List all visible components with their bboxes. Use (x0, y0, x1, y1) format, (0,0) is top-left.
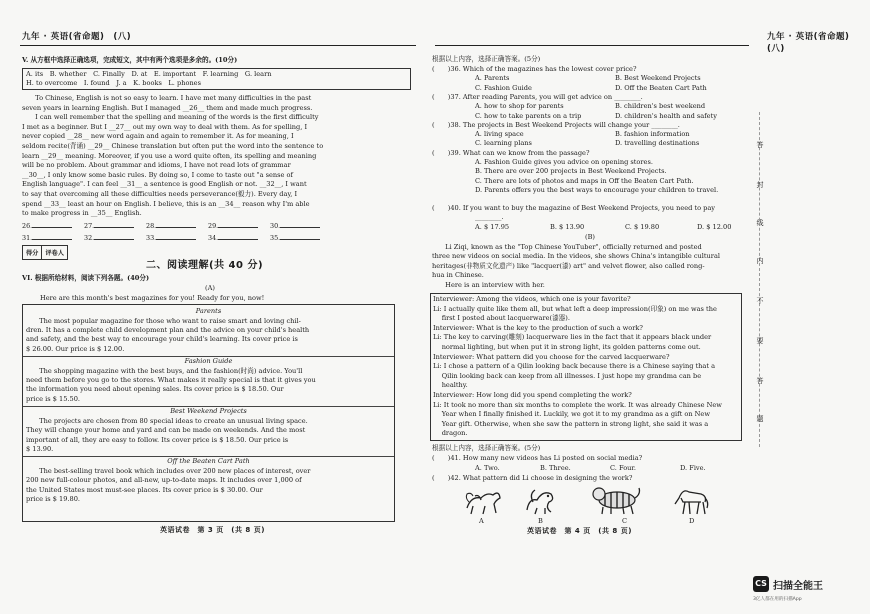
score-label: 得分 (23, 246, 42, 259)
passage-line: I met as a beginner. But I __27__ out my own way to deal with them. As for spelling, I (22, 122, 308, 131)
magazine-line: the United States most must-see places. Its cover price is $ 30.00. Our (26, 485, 263, 494)
interview-line: Interviewer: How long did you spend completing the work? (433, 391, 632, 399)
passage-b-line: Here is an interview with her. (432, 280, 545, 289)
blank-line (94, 234, 134, 240)
header-rule (435, 45, 749, 46)
option: B. children's best weekend (615, 102, 706, 111)
page-footer: 英语试卷 第 3 页 (共 8 页) (160, 526, 265, 534)
interview-line: healthy. (433, 381, 468, 390)
magazine-line: The best-selling travel book which includes over 200 new places of interest, over (26, 466, 311, 475)
passage-line: __30__, I only know some basic rules. By doing so, I come to taste out "a sense of (22, 170, 293, 179)
blank-number: 34. (208, 234, 219, 242)
option: C. There are lots of photos and maps in Off the Beaten Cart Path. (475, 176, 694, 185)
margin-char: 答 (756, 141, 764, 149)
questions-intro: 根据以上内容，选择正确答案。(5分) (432, 55, 541, 63)
sub-b-label: (B) (585, 233, 595, 241)
margin-char: 不 (756, 297, 764, 305)
blank-line (156, 222, 196, 228)
interview-line: Qilin looking back can keep from all illnesses. I just hope my grandma can be (433, 371, 702, 380)
options-row-2: H. to overcome I. found J. a K. books L. phones (26, 79, 201, 87)
answer-blank[interactable] (270, 222, 332, 230)
magazine-title: Off the Beaten Cart Path (167, 457, 250, 466)
option: C. $ 19.80 (625, 223, 660, 231)
answer-blank[interactable] (146, 234, 208, 242)
option: D. travelling destinations (615, 139, 700, 148)
magazine-line: need them before you go to the stores. What makes it really special is that it gives you (26, 376, 316, 384)
picture-label: D (689, 517, 695, 525)
magazine-title: Fashion Guide (184, 357, 233, 366)
binding-line (759, 112, 760, 447)
blank-line (32, 222, 72, 228)
interview-line: Li: The key to carving(雕刻) lacquerware lies in the fact that it appears black under (433, 333, 712, 342)
grader-label: 评卷人 (45, 250, 64, 257)
header-rule (20, 45, 416, 46)
option: B. fashion information (615, 130, 690, 139)
magazine-line: important of all, they are easy to follow. Its cover price is $ 18.50. Our price is (26, 435, 289, 444)
interview-line: first I posted about lacquerware(漆器). (433, 314, 570, 323)
right-page (432, 0, 870, 614)
interview-line: Interviewer: What is the key to the production of such a work? (433, 323, 643, 332)
sub-a-label: (A) (205, 284, 215, 292)
blank-line (32, 234, 72, 240)
magazine-line: dren. It has a complete child development plan and the advice on your child's health (26, 325, 310, 334)
picture-label: B (538, 517, 543, 525)
options-box (22, 68, 411, 90)
option: A. Fashion Guide gives you advice on opening stores. (475, 158, 653, 166)
question-stem: ( )37. After reading Parents, you will get advice on ________. (432, 92, 643, 101)
answer-blank[interactable] (84, 222, 146, 230)
magazine-line: the information you need about opening sales. Its cover price is $ 18.50. Our (26, 385, 284, 394)
blank-line (218, 222, 258, 228)
magazine-intro: Here are this month's best magazines for you! Ready for you, now! (40, 294, 265, 302)
magazine-line: price is $ 19.80. (26, 495, 81, 503)
option: D. Off the Beaten Cart Path (615, 83, 707, 92)
option: C. how to take parents on a trip (475, 111, 582, 120)
interview-line: Year gift. Otherwise, when she saw the pattern in strong light, she said it was a (433, 419, 709, 428)
question-stem: ( )39. What can we know from the passage? (432, 148, 590, 157)
scanner-tagline: 3亿人都在用的扫描App (753, 597, 802, 602)
magazine-line: price is $ 15.50. (26, 394, 81, 403)
horse-picture (673, 484, 709, 516)
passage-b-line: heritages(非物质文化遗产) like "lacquer(漆) art" and velvet flower, also called rong- (432, 261, 705, 270)
picture-label: C (622, 517, 628, 525)
page-footer: 英语试卷 第 4 页 (共 8 页) (527, 527, 632, 535)
scanner-logo-icon: CS (753, 576, 769, 592)
magazine-line: They will change your home and yard and can be made on weekends. And the most (26, 426, 306, 435)
qilin-picture (463, 486, 503, 516)
answer-blank[interactable] (22, 234, 84, 242)
answer-blank[interactable] (22, 222, 84, 230)
option: C. Four. (610, 464, 636, 472)
question-42: ( )42. What pattern did Li choose in designing the work? (432, 474, 633, 482)
blank-number: 35. (270, 234, 281, 242)
passage-line: will be no problem. About grammar and idioms, I have not read lots of grammar (22, 161, 291, 170)
passage-line: learn __29__ meaning. Moreover, if you use a word quite often, its spelling and meaning (22, 151, 317, 160)
blank-number: 29. (208, 222, 219, 230)
interview-line: Li: I chose a pattern of a Qilin looking back because there is a Chinese saying that a (433, 362, 716, 371)
picture-label: A (479, 517, 484, 525)
page-header: 九年 · 英语(省命题) (八) (767, 32, 859, 54)
magazine-box (22, 304, 395, 522)
option: A. $ 17.95 (475, 223, 510, 231)
margin-char: 线 (756, 219, 764, 227)
option: A. living space (475, 130, 524, 139)
option: D. Parents offers you the best ways to encourage your children to travel. (475, 185, 719, 194)
interview-box (430, 293, 742, 441)
passage-b-line: hua in Chinese. (432, 271, 484, 280)
section5-title: V. 从方框中选择正确选项，完成短文，其中有两个选项是多余的。(10分) (22, 56, 238, 64)
margin-char: 要 (756, 337, 764, 345)
magazine-title: Parents (195, 307, 222, 315)
question-41: ( )41. How many new videos has Li posted on social media? (432, 454, 643, 462)
option: B. $ 13.90 (550, 223, 585, 231)
answer-blanks-row-1 (22, 222, 332, 230)
magazine-line: 200 new full-colour photos, and all-new, up-to-date maps. It includes over 1,000 of (26, 476, 302, 485)
blank-line (280, 222, 320, 228)
answer-blanks-row-2 (22, 234, 332, 242)
interview-line: Year when I finally finished it. Luckily, we got it to my grandma as a gift on New (433, 410, 710, 419)
option: B. Best Weekend Projects (615, 74, 701, 83)
passage-line: English language". I can feel __31__ a sentence is good English or not. __32__, I want (22, 180, 307, 189)
blank-line (156, 234, 196, 240)
blank-number: 32. (84, 234, 95, 242)
margin-char: 内 (756, 257, 764, 265)
answer-blank[interactable] (208, 234, 270, 242)
answer-blank[interactable] (146, 222, 208, 230)
option: D. Five. (680, 464, 706, 472)
passage-line: never copied __28__ new word again and again to remember it. As for meaning, I (22, 132, 294, 141)
passage-line: To Chinese, English is not so easy to learn. I have met many difficulties in the past (22, 94, 312, 102)
dragon-picture (523, 484, 557, 516)
part2-title: 二、阅读理解(共 40 分) (146, 260, 264, 271)
passage-line: I can well remember that the spelling and meaning of the words is the first difficulty (22, 113, 319, 122)
blank-number: 26. (22, 222, 33, 230)
question-stem: ( )36. Which of the magazines has the lowest cover price? (432, 65, 637, 73)
option: D. children's health and safety (615, 111, 717, 120)
blank-number: 28. (146, 222, 157, 230)
passage-line: seven years in learning English. But I managed __26__ them and made much progress. (22, 103, 313, 112)
blank-line (280, 234, 320, 240)
option: D. $ 12.00 (697, 223, 732, 231)
passage-b-line: Li Ziqi, known as the "Top Chinese YouTuber", officially returned and posted (432, 243, 702, 251)
question-stem: ( )38. The projects in Best Weekend Projects will change your ________. (432, 120, 680, 129)
interview-line: Li: It took no more than six months to complete the work. It was already Chinese New (433, 400, 722, 409)
scanner-brand: 扫描全能王 (773, 581, 823, 592)
option: C. Fashion Guide (475, 83, 532, 92)
option: A. how to shop for parents (475, 102, 564, 111)
question-40: ( )40. If you want to buy the magazine of Best Weekend Projects, you need to pay (432, 204, 716, 212)
passage-line: seldom recite(背诵) __29__ Chinese translation but often put the word into the sentence to (22, 142, 324, 150)
answer-blank[interactable] (84, 234, 146, 242)
blank-line (94, 222, 134, 228)
passage-line: spend __33__ least an hour on English. I believe, this is an __34__ reason why I'm able (22, 199, 310, 208)
questions-intro-2: 根据以上内容，选择正确答案。(5分) (432, 444, 541, 452)
interview-line: Interviewer: Among the videos, which one is your favorite? (433, 295, 631, 303)
magazine-line: $ 26.00. Our price is $ 12.00. (26, 344, 125, 353)
option: B. There are over 200 projects in Best Weekend Projects. (475, 167, 667, 176)
magazine-title: Best Weekend Projects (170, 407, 247, 416)
answer-blank[interactable] (208, 222, 270, 230)
interview-line: Li: I actually quite like them all, but what left a deep impression(印象) on me was the (433, 304, 717, 313)
magazine-line: and safety, and the best way to encourage your child's learning. Its cover price is (26, 335, 298, 344)
blank-number: 27. (84, 222, 95, 230)
option: B. Three. (540, 464, 571, 472)
tiger-picture (591, 482, 643, 516)
option: A. Two. (475, 464, 500, 472)
passage-line: to say that overcoming all these difficulties needs perseverance(毅力). Every day, I (22, 190, 298, 198)
magazine-line: The most popular magazine for those who want to raise smart and loving chil- (26, 316, 301, 325)
margin-char: 封 (756, 181, 764, 189)
question-40-blank: ________. (475, 213, 504, 221)
answer-blank[interactable] (270, 234, 332, 242)
passage-line: to make progress in __35__ English. (22, 209, 142, 218)
option: A. Parents (475, 74, 510, 83)
interview-line: dragon. (433, 429, 468, 438)
passage-b-line: three new videos on social media. In the videos, she shows China's intangible cultural (432, 252, 721, 261)
margin-char: 题 (756, 415, 764, 423)
magazine-line: $ 13.90. (26, 444, 54, 453)
option: C. learning plans (475, 139, 532, 148)
section6-title: VI. 根据所给材料，阅读下列各题。(40分) (22, 274, 150, 282)
interview-line: Interviewer: What pattern did you choose for the carved lacquerware? (433, 352, 670, 361)
score-box (22, 245, 68, 260)
blank-number: 31. (22, 234, 33, 242)
blank-line (218, 234, 258, 240)
margin-char: 答 (756, 377, 764, 385)
blank-number: 30. (270, 222, 281, 230)
options-row-1: A. its B. whether C. Finally D. at E. important F. learning G. learn (26, 70, 272, 78)
page-header: 九年 · 英语(省命题) (八) (22, 32, 132, 42)
magazine-line: The projects are chosen from 80 special ideas to create an unusual living space. (26, 416, 308, 425)
interview-line: normal lighting, but when put it in strong light, its golden patterns come out. (433, 343, 701, 351)
magazine-line: The shopping magazine with the best buys, and the fashion(时尚) advice. You'll (26, 366, 303, 375)
blank-number: 33. (146, 234, 157, 242)
